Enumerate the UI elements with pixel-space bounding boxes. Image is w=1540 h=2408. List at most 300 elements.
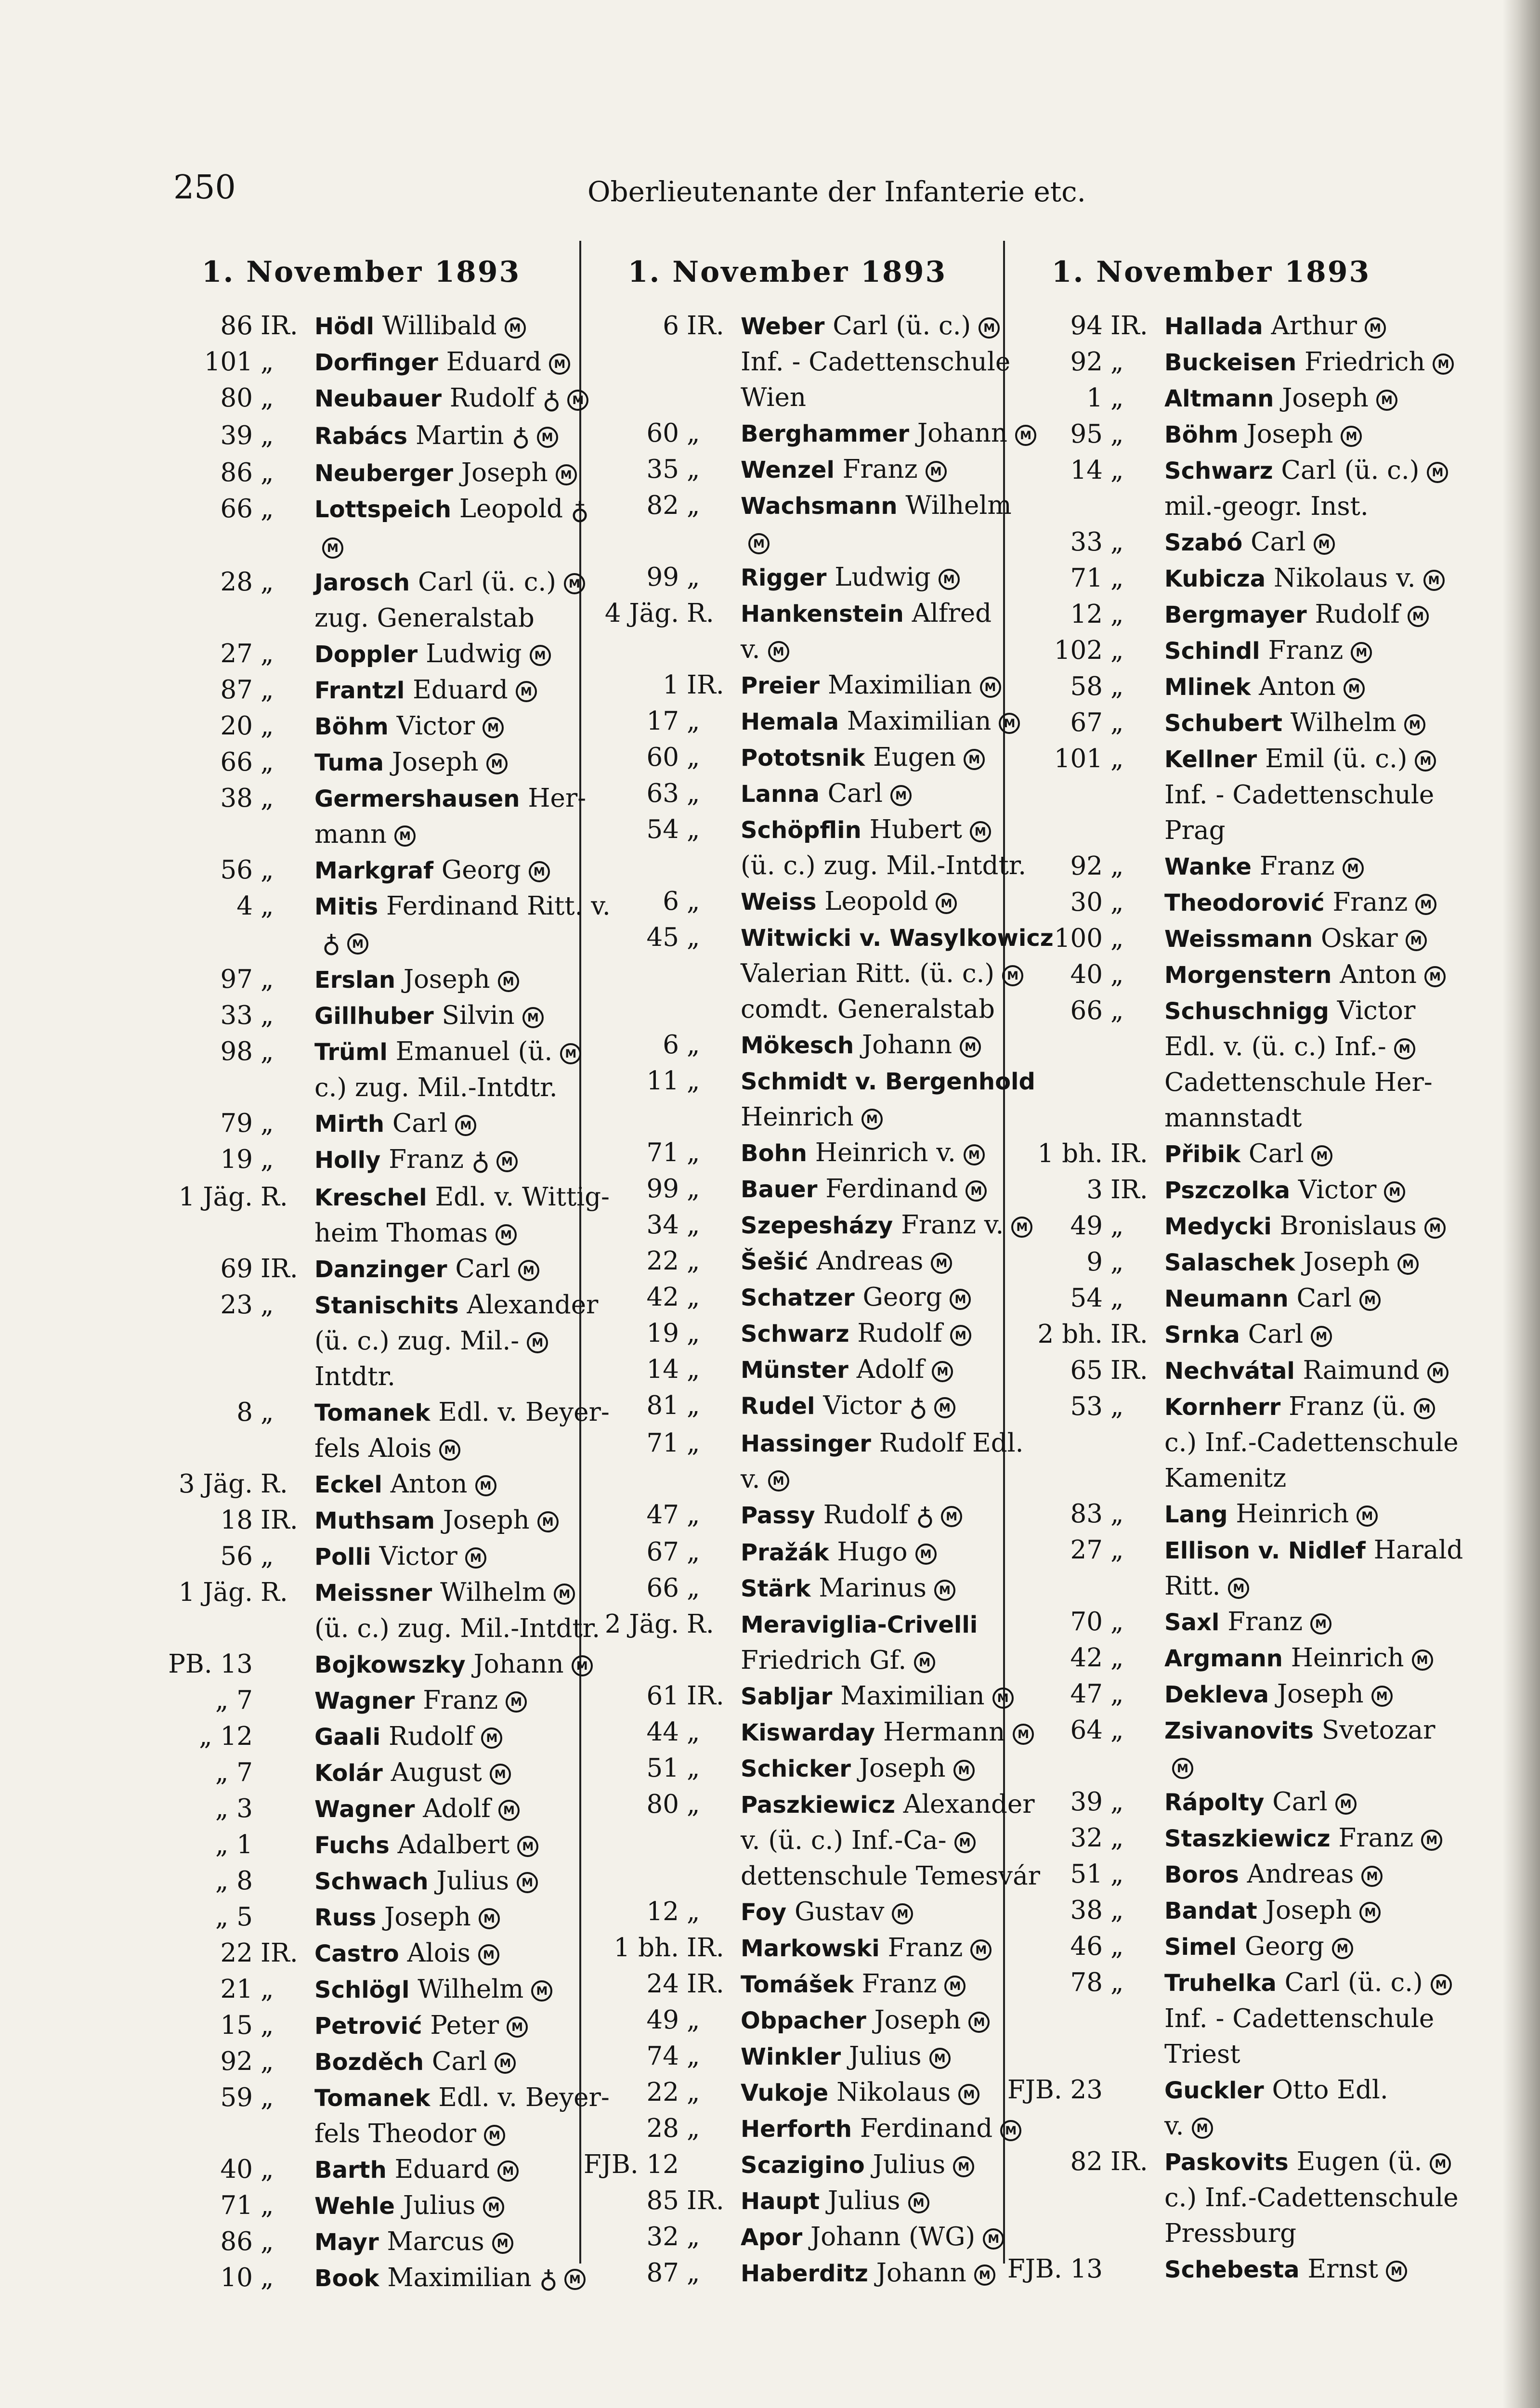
surname: Erslan: [314, 967, 396, 994]
surname: Böhm: [314, 713, 389, 740]
entry-number: 66: [220, 494, 253, 523]
entry-text: [1159, 1029, 1415, 1065]
list-item: [154, 1323, 568, 1359]
military-medal-icon: M: [554, 1584, 575, 1605]
entry-number: 6: [663, 887, 679, 916]
entry-number: 87: [220, 675, 253, 705]
military-medal-icon: M: [914, 1652, 935, 1673]
entry-unit: IR.: [687, 311, 724, 340]
decoration-marks: [465, 1539, 486, 1574]
entry-number: 11: [646, 1066, 679, 1096]
decoration-marks: [322, 529, 343, 564]
given-name: Inf. - Cadettenschule: [1164, 780, 1435, 810]
list-item: [1004, 1317, 1418, 1353]
decoration-marks: [1431, 1965, 1452, 2001]
list-item: [154, 1142, 568, 1179]
entry-unit: [1103, 2216, 1159, 2251]
list-item: [154, 2008, 568, 2044]
entry-text: [735, 1280, 971, 1316]
entry-number: 49: [1070, 1211, 1103, 1241]
surname: Morgenstern: [1164, 962, 1332, 989]
decoration-marks: [748, 524, 770, 560]
entry-number: 1: [1086, 383, 1103, 413]
entry-text: [735, 1643, 935, 1678]
entry-unit: „: [687, 1428, 700, 1458]
military-medal-icon: M: [964, 749, 985, 770]
surname: Scazigino: [741, 2152, 865, 2179]
entry-unit: „: [261, 2154, 274, 2184]
given-name: Johann: [854, 1030, 953, 1060]
entry-text: [309, 1575, 575, 1611]
decoration-marks: [497, 2152, 519, 2187]
entry-text: [735, 2039, 951, 2075]
given-name: Heinrich: [1227, 1499, 1349, 1529]
entry-unit: „: [261, 1037, 274, 1066]
entry-number: 74: [646, 2042, 679, 2071]
entry-unit: IR.: [687, 1933, 724, 1963]
list-item: [1004, 777, 1435, 813]
entry-unit: [1103, 1569, 1159, 1604]
entry-unit: „: [261, 2046, 274, 2076]
entry-number: 32: [646, 2222, 679, 2251]
decoration-marks: [505, 308, 526, 344]
list-item: [580, 632, 994, 667]
entry-number: 42: [646, 1283, 679, 1312]
given-name: dettenschule Temesvár: [741, 1861, 1040, 1891]
surname: Gaali: [314, 1723, 381, 1751]
entry-unit: „: [1110, 563, 1124, 593]
entry-number: [580, 848, 679, 884]
given-name: Ferdinand: [817, 1174, 958, 1204]
entry-unit: „: [687, 887, 700, 916]
entry-unit: „: [687, 1283, 700, 1312]
surname: Pszczolka: [1164, 1177, 1290, 1204]
surname: Tomanek: [314, 1399, 431, 1426]
column-title: 1. November 1893: [201, 255, 521, 289]
decoration-marks: [439, 1431, 460, 1466]
decoration-marks: [484, 2116, 505, 2152]
given-name: Oskar: [1313, 924, 1398, 953]
list-item: [580, 1751, 994, 1787]
list-item: [580, 380, 994, 416]
given-name: Maximilian: [379, 2263, 532, 2292]
decoration-marks: [954, 1823, 976, 1858]
given-name: Carl: [1240, 1320, 1304, 1349]
decoration-marks: [483, 708, 504, 744]
entry-number: 1 bh.: [1037, 1139, 1103, 1168]
military-medal-icon: M: [926, 461, 947, 482]
given-name: Wilhelm: [1282, 708, 1396, 737]
decoration-marks: [530, 636, 551, 672]
entry-number: [154, 601, 253, 636]
list-item: [154, 380, 584, 418]
military-medal-icon: M: [748, 533, 770, 554]
entry-text: [735, 812, 991, 848]
entry-number: 39: [1070, 1787, 1103, 1817]
entry-number: 20: [220, 711, 253, 741]
decoration-marks: [1341, 417, 1362, 452]
decoration-marks: [1386, 2251, 1407, 2287]
list-item: [1004, 705, 1421, 741]
entry-number: 51: [646, 1754, 679, 1783]
entry-unit: „: [1110, 1859, 1124, 1889]
entry-number: 64: [1070, 1715, 1103, 1745]
surname: Šešić: [741, 1248, 809, 1275]
decoration-marks: [964, 1135, 985, 1171]
entry-number: 12: [1070, 600, 1103, 629]
entry-unit: „: [687, 2005, 700, 2035]
military-medal-icon: M: [950, 1289, 971, 1310]
surname: Truhelka: [1164, 1970, 1277, 1997]
list-item: [580, 1894, 994, 1930]
entry-unit: „: [687, 491, 700, 520]
given-name: Intdtr.: [314, 1361, 395, 1391]
cross-medal-icon: ♁: [539, 2265, 558, 2294]
list-item: [580, 2039, 994, 2075]
list-item: [1004, 1784, 1418, 1820]
decoration-marks: [539, 2260, 586, 2298]
surname: Tomanek: [314, 2084, 431, 2112]
entry-number: [1004, 1029, 1103, 1065]
entry-number: 6: [663, 1030, 679, 1060]
surname: Wachsmann: [741, 493, 898, 520]
entry-number: [580, 956, 679, 992]
military-medal-icon: M: [496, 1224, 517, 1245]
cross-medal-icon: ♁: [511, 423, 530, 452]
entry-text: [1159, 524, 1335, 561]
given-name: Ludwig: [826, 563, 931, 592]
given-name: Heinrich: [1282, 1643, 1404, 1673]
page-edge-shadow: [1502, 0, 1540, 2408]
given-name: Julius: [428, 1866, 509, 1896]
entry-text: [735, 956, 1023, 992]
decoration-marks: [1397, 1244, 1419, 1280]
entry-number: 4 Jäg.: [604, 599, 679, 628]
entry-unit: „: [1110, 1932, 1124, 1961]
entry-number: 12: [646, 1897, 679, 1926]
list-item: [580, 704, 1016, 740]
decoration-marks: [983, 2219, 1004, 2255]
entry-unit: IR.: [687, 2186, 724, 2215]
entry-number: 38: [1070, 1896, 1103, 1925]
military-medal-icon: M: [516, 681, 537, 702]
entry-number: 102: [1054, 636, 1103, 665]
list-item: [1004, 813, 1418, 849]
entry-unit: „: [687, 2042, 700, 2071]
entry-unit: R.: [261, 1469, 288, 1499]
entry-unit: „: [261, 2263, 274, 2292]
military-medal-icon: M: [958, 2084, 979, 2105]
military-medal-icon: M: [1361, 1866, 1383, 1887]
entry-text: [735, 884, 957, 920]
entry-text: [309, 745, 508, 781]
military-medal-icon: M: [522, 1007, 544, 1028]
list-item: [154, 2224, 568, 2260]
decoration-marks: [1310, 1604, 1331, 1640]
military-medal-icon: M: [507, 2016, 528, 2038]
military-medal-icon: M: [479, 1908, 500, 1929]
entry-unit: [1103, 1029, 1159, 1065]
surname: Kolár: [314, 1759, 383, 1787]
entry-text: [735, 992, 995, 1027]
entry-unit: [1103, 1461, 1159, 1496]
list-item: [1004, 1569, 1418, 1604]
given-name: Raimund: [1294, 1356, 1420, 1385]
list-item: [154, 1936, 568, 1972]
entry-text: [1159, 1461, 1286, 1496]
given-name: Edl. v. (ü. c.) Inf.-: [1164, 1032, 1386, 1061]
military-medal-icon: M: [1013, 1724, 1034, 1745]
entry-unit: [1103, 489, 1159, 524]
entry-number: 98: [220, 1037, 253, 1066]
entry-text: [309, 2116, 505, 2152]
list-item: [580, 884, 994, 920]
entry-unit: IR.: [1110, 2147, 1148, 2176]
entry-text: [309, 1503, 559, 1539]
surname: Argmann: [1164, 1645, 1283, 1672]
entry-unit: [253, 925, 309, 962]
entry-number: 42: [1070, 1643, 1103, 1673]
entry-text: [309, 455, 577, 491]
given-name: Franz: [879, 1933, 963, 1963]
entry-number: 24: [646, 1969, 679, 1999]
surname: Hassinger: [741, 1430, 871, 1457]
entry-number: 92: [1070, 347, 1103, 377]
given-name: Alois: [399, 1938, 470, 1968]
entry-text: [735, 2219, 1004, 2255]
list-item: [580, 488, 1012, 524]
surname: Zsivanovits: [1164, 1717, 1314, 1744]
list-item: [580, 992, 994, 1027]
entry-unit: [1103, 2108, 1159, 2144]
entry-unit: „: [687, 1897, 700, 1926]
list-item: [154, 344, 568, 380]
entry-unit: „: [1110, 1787, 1124, 1817]
military-medal-icon: M: [1015, 425, 1036, 446]
decoration-marks: [1314, 524, 1335, 560]
entry-text: [735, 1570, 955, 1607]
military-medal-icon: M: [932, 1361, 953, 1382]
entry-text: [735, 560, 960, 596]
decoration-marks: [1172, 1749, 1193, 1784]
decoration-marks: [322, 925, 368, 962]
entry-unit: „: [687, 707, 700, 736]
given-name: c.) Inf.-Cadettenschule: [1164, 2183, 1459, 2212]
entry-text: [309, 2080, 610, 2116]
entry-number: 101: [204, 347, 253, 377]
entry-number: [1004, 2001, 1103, 2037]
column-title: 1. November 1893: [1051, 255, 1371, 289]
list-item: [1004, 489, 1418, 524]
military-medal-icon: M: [481, 1727, 502, 1749]
surname: Book: [314, 2264, 379, 2292]
given-name: Emanuel (ü.: [387, 1037, 553, 1066]
military-medal-icon: M: [483, 2197, 504, 2218]
entry-unit: IR.: [1110, 1175, 1148, 1204]
given-name: v.: [741, 1464, 760, 1494]
entry-unit: [253, 1216, 309, 1251]
given-name: Wilhelm: [897, 491, 1012, 520]
military-medal-icon: M: [531, 1980, 552, 2002]
list-item: [580, 452, 994, 488]
military-medal-icon: M: [966, 1180, 987, 1202]
entry-unit: „: [261, 747, 274, 777]
entry-number: 71: [1070, 563, 1103, 593]
entry-text: [735, 1751, 975, 1787]
entry-number: [154, 1216, 253, 1251]
entry-text: [309, 1755, 511, 1791]
given-name: Ferdinand: [852, 2114, 993, 2143]
entry-unit: [253, 1070, 309, 1106]
decoration-marks: [768, 632, 789, 667]
surname: Szepesházy: [741, 1212, 893, 1239]
decoration-marks: [915, 1534, 937, 1570]
given-name: Franz: [853, 1969, 937, 1999]
military-medal-icon: M: [936, 893, 957, 914]
entry-text: [735, 1426, 1023, 1462]
surname: Haupt: [741, 2188, 820, 2215]
surname: Mirth: [314, 1111, 385, 1138]
entry-number: 35: [646, 455, 679, 484]
decoration-marks: [1344, 669, 1365, 705]
military-medal-icon: M: [1357, 1505, 1378, 1527]
surname: Schuschnigg: [1164, 998, 1329, 1025]
surname: Wenzel: [741, 457, 835, 484]
cross-medal-icon: ♁: [542, 385, 561, 415]
military-medal-icon: M: [915, 1544, 937, 1565]
given-name: Carl (ü. c.): [1273, 456, 1420, 485]
military-medal-icon: M: [465, 1547, 486, 1569]
entry-unit: [1103, 2037, 1159, 2072]
surname: Münster: [741, 1357, 848, 1384]
entry-text: [309, 1216, 517, 1251]
decoration-marks: [968, 2002, 990, 2038]
list-item: [580, 308, 994, 344]
cross-medal-icon: ♁: [571, 496, 589, 525]
entry-number: 78: [1070, 1968, 1103, 1997]
entry-number: [1004, 2180, 1103, 2216]
entry-text: [309, 817, 416, 852]
entry-text: [735, 1787, 1035, 1823]
entry-unit: „: [261, 2226, 274, 2256]
surname: Saxl: [1164, 1609, 1220, 1636]
list-item: [154, 817, 568, 852]
entry-number: 39: [220, 420, 253, 450]
military-medal-icon: M: [517, 1836, 538, 1857]
military-medal-icon: M: [564, 2269, 586, 2290]
entry-text: [1159, 885, 1436, 921]
list-item: [154, 1719, 568, 1755]
decoration-marks: [890, 776, 912, 811]
list-item: [580, 776, 994, 812]
surname: Neubauer: [314, 385, 442, 412]
surname: Foy: [741, 1899, 787, 1926]
surname: Nechvátal: [1164, 1358, 1295, 1385]
military-medal-icon: M: [999, 713, 1020, 734]
military-medal-icon: M: [1397, 1254, 1419, 1275]
military-medal-icon: M: [964, 1144, 985, 1165]
decoration-marks: [970, 812, 991, 848]
entry-unit: [1103, 2251, 1159, 2288]
column-1: [154, 255, 611, 2297]
list-item: [154, 1466, 568, 1503]
given-name: Johann: [868, 2258, 966, 2288]
given-name: Hubert: [861, 815, 962, 844]
entry-unit: „: [1110, 888, 1124, 917]
entry-text: [735, 2111, 1021, 2147]
entry-text: [1159, 1100, 1302, 1136]
entry-text: [735, 2075, 979, 2111]
given-name: Rudolf: [1306, 600, 1400, 629]
list-item: [154, 564, 580, 601]
entry-number: [1004, 489, 1103, 524]
entry-number: [580, 380, 679, 416]
entry-number: 58: [1070, 672, 1103, 701]
entry-text: [735, 848, 1026, 884]
given-name: Heinrich v.: [807, 1138, 956, 1167]
given-name: Wilhelm: [409, 1974, 524, 2004]
surname: Mitis: [314, 893, 378, 920]
given-name: Ritt.: [1164, 1571, 1221, 1601]
entry-unit: „: [687, 455, 700, 484]
entry-unit: „: [1110, 1392, 1124, 1421]
entry-unit: „: [687, 815, 700, 844]
military-medal-icon: M: [1404, 714, 1425, 735]
entry-unit: [679, 1462, 735, 1497]
entry-number: 22: [646, 1246, 679, 1276]
military-medal-icon: M: [861, 1109, 883, 1130]
military-medal-icon: M: [980, 677, 1001, 698]
military-medal-icon: M: [1408, 606, 1429, 627]
decoration-marks: [1415, 741, 1436, 777]
list-item: [580, 1135, 994, 1171]
entry-number: 1 Jäg.: [178, 1577, 253, 1607]
military-medal-icon: M: [567, 390, 588, 411]
entry-text: [309, 1106, 476, 1142]
list-item: [154, 889, 611, 925]
military-medal-icon: M: [322, 537, 343, 559]
given-name: fels Theodor: [314, 2119, 476, 2148]
list-item: [580, 2255, 994, 2291]
entry-number: 65: [1070, 1356, 1103, 1385]
list-item: [154, 2080, 610, 2116]
entry-text: [309, 925, 368, 962]
list-item: [580, 596, 994, 632]
entry-number: 32: [1070, 1823, 1103, 1853]
surname: Tuma: [314, 749, 384, 776]
decoration-marks: [517, 1863, 538, 1899]
entry-number: 67: [646, 1537, 679, 1567]
given-name: Leopold: [816, 887, 928, 916]
entry-unit: „: [261, 855, 274, 885]
given-name: Rudolf: [849, 1319, 942, 1348]
surname: Schöpflin: [741, 817, 861, 844]
military-medal-icon: M: [560, 1043, 581, 1064]
given-name: Julius: [864, 2150, 946, 2179]
given-name: Harald: [1365, 1535, 1463, 1565]
surname: Neumann: [1164, 1285, 1289, 1312]
military-medal-icon: M: [890, 785, 912, 806]
entry-text: [309, 1827, 538, 1863]
decoration-marks: [1412, 1640, 1433, 1676]
list-item: [1004, 1640, 1428, 1676]
entry-unit: [1103, 1425, 1159, 1461]
entry-text: [735, 416, 1036, 452]
list-item: [580, 1643, 994, 1678]
military-medal-icon: M: [1311, 1145, 1332, 1166]
surname: Dekleva: [1164, 1681, 1269, 1708]
page-number: 250: [173, 169, 236, 207]
